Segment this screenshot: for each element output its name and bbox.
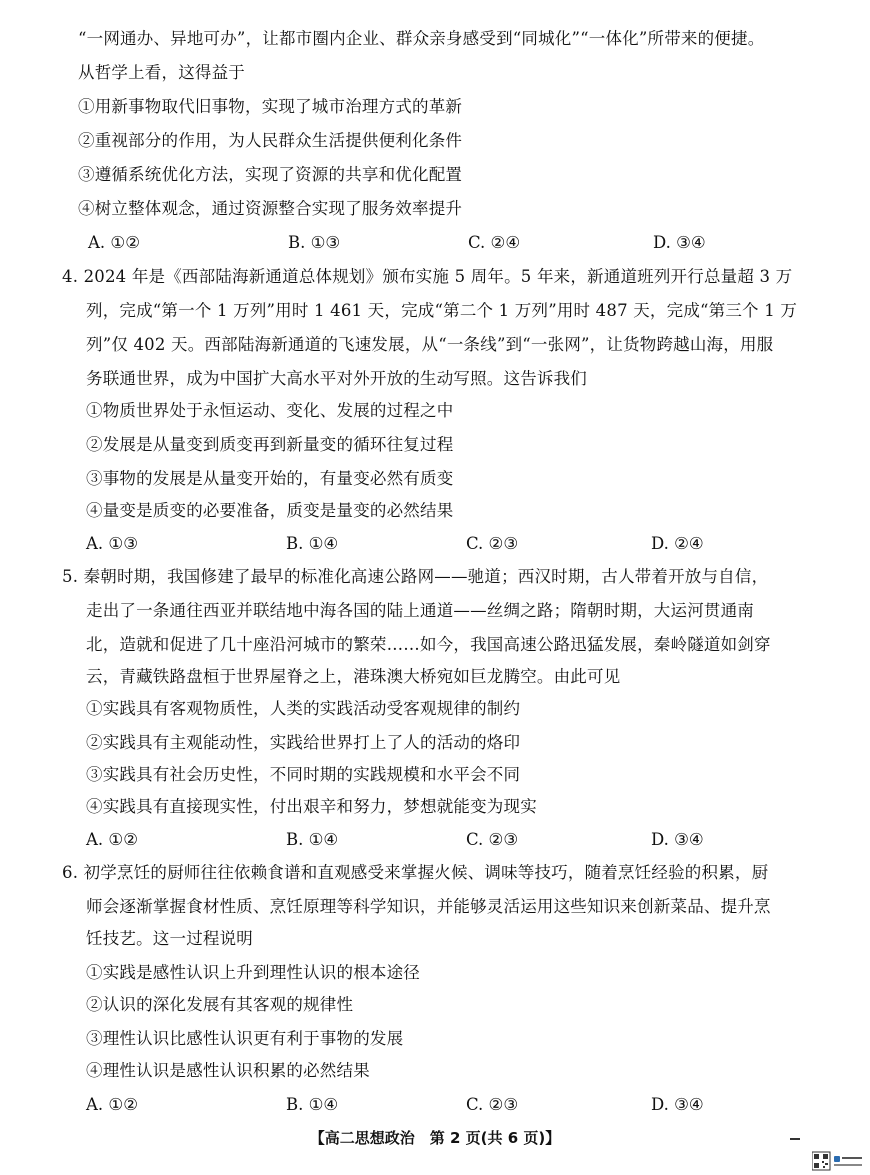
q6-stem-line-3: 饪技艺。这一过程说明	[86, 929, 253, 948]
q5-stem-line-2: 走出了一条通往西亚并联结地中海各国的陆上通道——丝绸之路；隋朝时期，大运河贯通南	[86, 601, 754, 620]
q4-option-4: ④量变是质变的必要准备，质变是量变的必然结果	[86, 501, 454, 520]
q4-answer-d: D. ②④	[651, 534, 704, 553]
qr-watermark-icon	[812, 1150, 864, 1172]
q5-option-2: ②实践具有主观能动性，实践给世界打上了人的活动的烙印	[86, 733, 521, 752]
q4-answer-row	[86, 533, 806, 555]
q5-stem-line-1: 5. 秦朝时期，我国修建了最早的标准化高速公路网——驰道；西汉时期，古人带着开放与自信，	[62, 567, 769, 586]
q6-option-1: ①实践是感性认识上升到理性认识的根本途径	[86, 963, 420, 982]
q3-option-4: ④树立整体观念，通过资源整合实现了服务效率提升	[78, 199, 463, 218]
q5-answer-b: B. ①④	[286, 830, 339, 849]
q5-answer-a: A. ①②	[86, 830, 138, 849]
q3-answer-a: A. ①②	[88, 233, 140, 252]
q4-stem-line-1: 4. 2024 年是《西部陆海新通道总体规划》颁布实施 5 周年。5 年来，新通道班列开行总量超 3 万	[62, 267, 793, 286]
q3-option-2: ②重视部分的作用，为人民群众生活提供便利化条件	[78, 131, 463, 150]
q4-stem-line-2: 列，完成“第一个 1 万列”用时 1 461 天，完成“第二个 1 万列”用时 487 天，完成“第三个 1 万	[86, 301, 798, 320]
q5-stem-line-4: 云，青藏铁路盘桓于世界屋脊之上，港珠澳大桥宛如巨龙腾空。由此可见	[86, 667, 621, 686]
q5-stem-line-3: 北，造就和促进了几十座沿河城市的繁荣……如今，我国高速公路迅猛发展，秦岭隧道如剑穿	[86, 635, 771, 654]
q6-option-4: ④理性认识是感性认识积累的必然结果	[86, 1061, 370, 1080]
q4-stem-line-4: 务联通世界，成为中国扩大高水平对外开放的生动写照。这告诉我们	[86, 369, 587, 388]
q6-option-3: ③理性认识比感性认识更有利于事物的发展	[86, 1029, 404, 1048]
q3-answer-b: B. ①③	[288, 233, 341, 252]
q3-stem-line-1: “一网通办、异地可办”，让都市圈内企业、群众亲身感受到“同城化”“一体化”所带来的便捷。	[78, 29, 765, 48]
q5-answer-c: C. ②③	[466, 830, 519, 849]
q4-answer-a: A. ①③	[86, 534, 138, 553]
q6-answer-a: A. ①②	[86, 1095, 138, 1114]
q3-stem-line-2: 从哲学上看，这得益于	[78, 63, 245, 82]
q5-answer-d: D. ③④	[651, 830, 704, 849]
q3-answer-d: D. ③④	[653, 233, 706, 252]
q5-option-4: ④实践具有直接现实性，付出艰辛和努力，梦想就能变为现实	[86, 797, 537, 816]
q3-option-1: ①用新事物取代旧事物，实现了城市治理方式的革新	[78, 97, 463, 116]
q6-answer-d: D. ③④	[651, 1095, 704, 1114]
q6-stem-line-1: 6. 初学烹饪的厨师往往依赖食谱和直观感受来掌握火候、调味等技巧，随着烹饪经验的积累，厨	[62, 863, 769, 882]
dash-mark	[790, 1138, 800, 1140]
page-footer: 【高二思想政治 第 2 页(共 6 页)】	[309, 1129, 561, 1147]
q5-answer-row	[86, 829, 806, 851]
q3-option-3: ③遵循系统优化方法，实现了资源的共享和优化配置	[78, 165, 463, 184]
q3-answer-c: C. ②④	[468, 233, 521, 252]
q6-answer-c: C. ②③	[466, 1095, 519, 1114]
q4-stem-line-3: 列”仅 402 天。西部陆海新通道的飞速发展，从“一条线”到“一张网”，让货物跨越山海，用服	[86, 335, 774, 354]
q4-option-2: ②发展是从量变到质变再到新量变的循环往复过程	[86, 435, 454, 454]
q6-stem-line-2: 师会逐渐掌握食材性质、烹饪原理等科学知识，并能够灵活运用这些知识来创新菜品、提升烹	[86, 897, 771, 916]
q4-answer-b: B. ①④	[286, 534, 339, 553]
q6-answer-b: B. ①④	[286, 1095, 339, 1114]
q4-answer-c: C. ②③	[466, 534, 519, 553]
q6-answer-row	[86, 1094, 806, 1116]
q4-option-3: ③事物的发展是从量变开始的，有量变必然有质变	[86, 469, 454, 488]
q5-option-1: ①实践具有客观物质性，人类的实践活动受客观规律的制约	[86, 699, 521, 718]
q4-option-1: ①物质世界处于永恒运动、变化、发展的过程之中	[86, 401, 454, 420]
q6-option-2: ②认识的深化发展有其客观的规律性	[86, 995, 354, 1014]
q3-answer-row	[88, 232, 808, 254]
q5-option-3: ③实践具有社会历史性，不同时期的实践规模和水平会不同	[86, 765, 521, 784]
